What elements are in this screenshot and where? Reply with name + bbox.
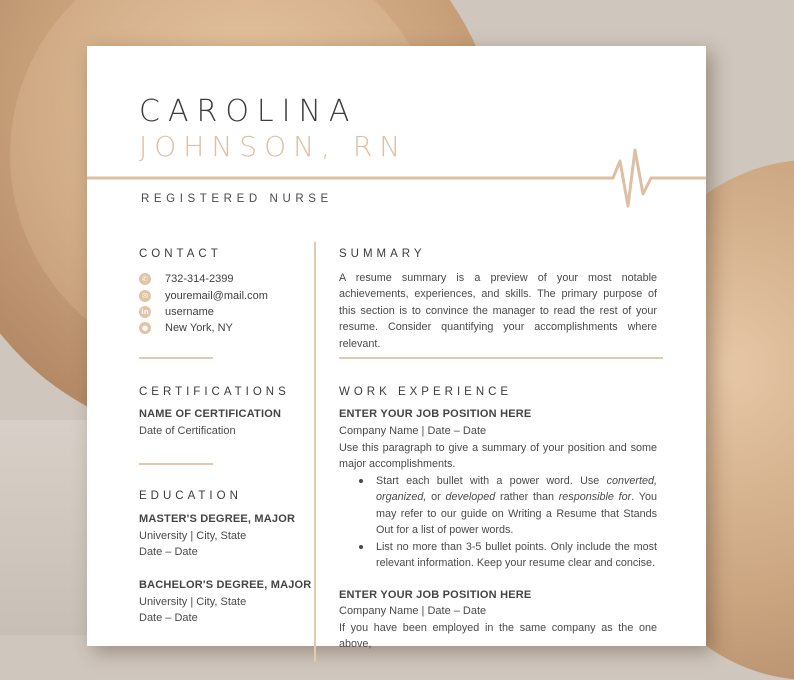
job-position-1: ENTER YOUR JOB POSITION HERE [339, 408, 532, 420]
list-item: List no more than 3-5 bullet points. Only include the most relevant information. Keep your resume clear and concise. [339, 539, 657, 572]
education-school-2: University | City, State [139, 596, 247, 608]
phone-text: 732-314-2399 [165, 273, 234, 285]
job-title: REGISTERED NURSE [141, 193, 333, 205]
column-divider [314, 242, 316, 662]
job-description-1: Use this paragraph to give a summary of your position and some major accomplishments. [339, 442, 657, 471]
location-text: New York, NY [165, 322, 233, 334]
summary-text: A resume summary is a preview of your most notable achievements, experiences, and skills. The primary purpose of this section is to convince the manager to read the rest of your resume. Consider quantifying your accomplishments where relevant. [339, 272, 657, 350]
email-icon: ✉ [139, 290, 151, 302]
linkedin-text: username [165, 306, 214, 318]
certifications-heading: CERTIFICATIONS [139, 386, 290, 398]
education-degree-1: MASTER'S DEGREE, MAJOR [139, 513, 296, 525]
contact-phone [139, 273, 234, 285]
location-icon: ● [139, 322, 151, 334]
contact-divider [139, 357, 213, 359]
email-text: youremail@mail.com [165, 290, 268, 302]
job-position-2: ENTER YOUR JOB POSITION HERE [339, 589, 532, 601]
certification-name: NAME OF CERTIFICATION [139, 408, 282, 420]
education-dates-1: Date – Date [139, 546, 198, 558]
education-dates-2: Date – Date [139, 612, 198, 624]
list-item: Start each bullet with a power word. Use converted, organized, or developed rather than responsible for. You may refer to our guide on Writing a Resume that Stands Out for a list of power words. [339, 473, 657, 539]
linkedin-icon: in [139, 306, 151, 318]
job-description-2: If you have been employed in the same company as the one above, [339, 622, 657, 651]
certification-date: Date of Certification [139, 425, 236, 437]
contact-email [139, 290, 268, 302]
first-name: CAROLINA [139, 94, 358, 129]
education-heading: EDUCATION [139, 490, 242, 502]
contact-heading: CONTACT [139, 248, 222, 260]
resume-page [87, 46, 706, 651]
job-bullets-1 [339, 473, 657, 571]
education-school-1: University | City, State [139, 530, 247, 542]
certifications-divider [139, 463, 213, 465]
work-experience-heading: WORK EXPERIENCE [339, 386, 513, 398]
job-company-1: Company Name | Date – Date [339, 425, 487, 437]
summary-heading: SUMMARY [339, 248, 426, 260]
job-company-2: Company Name | Date – Date [339, 605, 487, 617]
last-name: JOHNSON, RN [139, 130, 408, 163]
summary-divider [339, 357, 663, 359]
contact-location [139, 322, 233, 334]
contact-linkedin [139, 306, 214, 318]
education-degree-2: BACHELOR'S DEGREE, MAJOR [139, 579, 312, 591]
phone-icon: ✆ [139, 273, 151, 285]
